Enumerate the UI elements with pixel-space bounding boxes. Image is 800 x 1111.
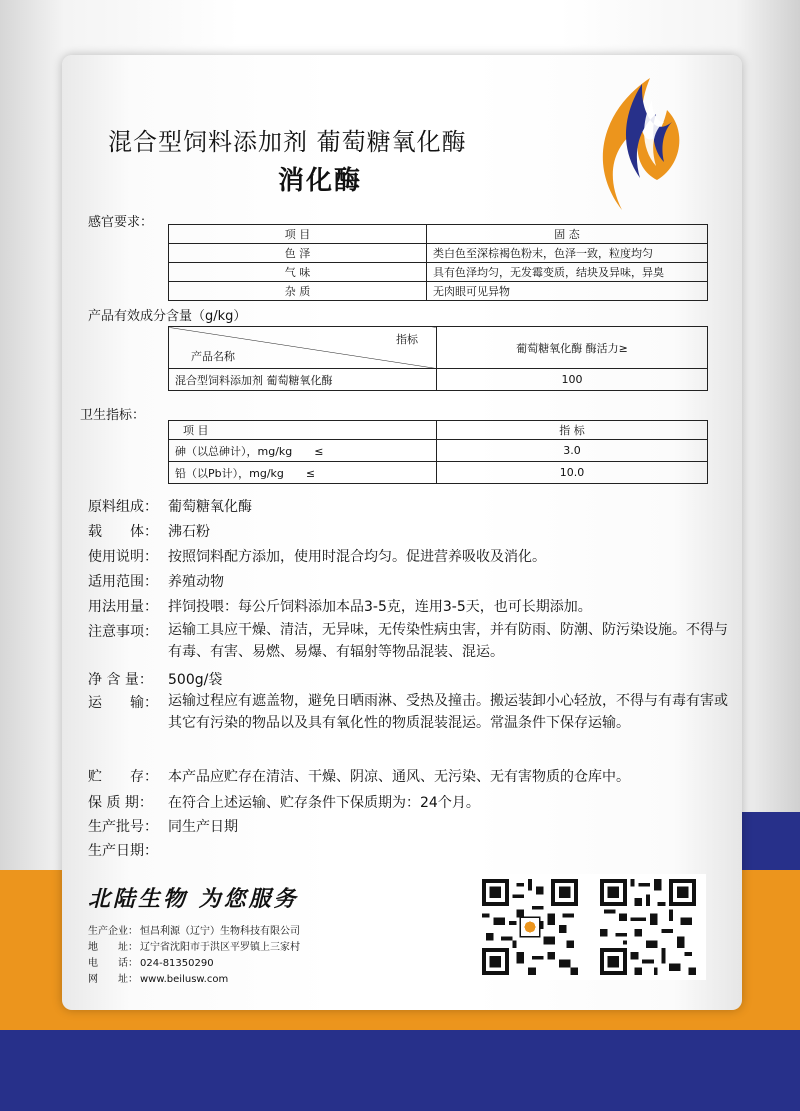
table-row xyxy=(169,282,708,301)
table-cell: 砷（以总砷计），mg/kg ≤ xyxy=(169,440,437,462)
company-value: 恒昌利源（辽宁）生物科技有限公司 xyxy=(140,926,300,937)
shelf-value: 在符合上述运输、贮存条件下保质期为：24个月。 xyxy=(168,795,480,811)
flame-logo-icon xyxy=(582,70,692,220)
table-row xyxy=(169,263,708,282)
scope-value: 养殖动物 xyxy=(168,574,224,590)
sensory-heading: 感官要求： xyxy=(88,215,154,230)
storage-value: 本产品应贮存在清洁、干燥、阴凉、通风、无污染、无有害物质的仓库中。 xyxy=(168,769,630,785)
product-title: 混合型饲料添加剂 葡萄糖氧化酶 xyxy=(108,128,467,156)
content-heading: 产品有效成分含量（g/kg） xyxy=(88,309,247,324)
table-header-cell: 固 态 xyxy=(427,225,708,244)
sensory-table xyxy=(168,224,708,301)
table-row xyxy=(169,462,708,484)
phone-line xyxy=(88,954,214,969)
carrier-line xyxy=(88,521,210,541)
table-cell: 混合型饲料添加剂 葡萄糖氧化酶 xyxy=(169,369,437,391)
batch-line xyxy=(88,816,238,836)
phone-label: 电 话： xyxy=(88,958,138,969)
table-cell: 类白色至深棕褐色粉末，色泽一致，粒度均匀 xyxy=(427,244,708,263)
table-header-cell: 指 标 xyxy=(437,421,708,440)
table-cell: 无肉眼可见异物 xyxy=(427,282,708,301)
table-header-cell: 葡萄糖氧化酶 酶活力≥ xyxy=(437,327,708,369)
table-cell: 杂 质 xyxy=(169,282,427,301)
website-value: www.beilusw.com xyxy=(140,974,229,985)
date-label: 生产日期： xyxy=(88,843,158,859)
navy-accent-block xyxy=(738,812,800,870)
table-row xyxy=(169,244,708,263)
composition-label: 原料组成： xyxy=(88,499,158,515)
composition-value: 葡萄糖氧化酶 xyxy=(168,499,252,515)
scope-line xyxy=(88,571,224,591)
notice-value: 运输工具应干燥、清洁，无异味，无传染性病虫害，并有防雨、防潮、防污染设施。不得与有毒、有害、易燃、易爆、有辐射等物品混装、混运。 xyxy=(168,622,728,660)
content-table xyxy=(168,326,708,391)
dosage-label: 用法用量： xyxy=(88,599,158,615)
transport-label: 运 输： xyxy=(88,695,158,711)
notice-label: 注意事项： xyxy=(88,624,158,640)
address-line xyxy=(88,938,300,953)
corner-label-top: 指标 xyxy=(396,333,418,346)
address-label: 地 址： xyxy=(88,942,138,953)
table-row xyxy=(169,421,708,440)
company-line xyxy=(88,922,300,937)
address-value: 辽宁省沈阳市于洪区平罗镇上三家村 xyxy=(140,942,300,953)
qr-code-icon[interactable] xyxy=(600,879,696,975)
usage-line xyxy=(88,546,546,566)
batch-value: 同生产日期 xyxy=(168,819,238,835)
usage-label: 使用说明： xyxy=(88,549,158,565)
carrier-value: 沸石粉 xyxy=(168,524,210,540)
table-cell: 色 泽 xyxy=(169,244,427,263)
storage-label: 贮 存： xyxy=(88,769,158,785)
table-row xyxy=(169,327,708,369)
transport-value: 运输过程应有遮盖物，避免日晒雨淋、受热及撞击。搬运装卸小心轻放，不得与有毒有害或其它有污染的物品以及具有氧化性的物质混装混运。常温条件下保存运输。 xyxy=(168,693,728,731)
composition-line xyxy=(88,496,252,516)
phone-value: 024-81350290 xyxy=(140,958,214,969)
table-cell: 100 xyxy=(437,369,708,391)
shelf-line xyxy=(88,792,480,812)
table-cell: 具有色泽均匀，无发霉变质，结块及异味，异臭 xyxy=(427,263,708,282)
table-row xyxy=(169,369,708,391)
corner-label-bottom: 产品名称 xyxy=(191,350,235,363)
carrier-label: 载 体： xyxy=(88,524,158,540)
transport-block xyxy=(88,690,748,758)
table-cell: 10.0 xyxy=(437,462,708,484)
net-value: 500g/袋 xyxy=(168,672,223,688)
company-label: 生产企业： xyxy=(88,926,138,937)
table-header-cell: 项 目 xyxy=(169,225,427,244)
table-header-cell: 项 目 xyxy=(169,421,437,440)
dosage-line xyxy=(88,596,592,616)
qr-code-icon[interactable] xyxy=(482,879,578,975)
batch-label: 生产批号： xyxy=(88,819,158,835)
slogan: 北陆生物 为您服务 xyxy=(88,887,299,912)
date-line xyxy=(88,840,168,860)
hygiene-table xyxy=(168,420,708,484)
table-row xyxy=(169,225,708,244)
storage-line xyxy=(88,766,630,786)
scope-label: 适用范围： xyxy=(88,574,158,590)
website-label: 网 址： xyxy=(88,974,138,985)
table-row xyxy=(169,440,708,462)
website-line xyxy=(88,970,228,985)
table-cell: 3.0 xyxy=(437,440,708,462)
table-cell: 铅（以Pb计），mg/kg ≤ xyxy=(169,462,437,484)
net-line xyxy=(88,669,222,689)
diagonal-header-cell xyxy=(169,327,437,369)
hygiene-heading: 卫生指标： xyxy=(80,408,146,423)
net-label: 净 含 量： xyxy=(88,672,153,688)
navy-band xyxy=(0,1030,800,1111)
dosage-value: 拌饲投喂：每公斤饲料添加本品3-5克，连用3-5天，也可长期添加。 xyxy=(168,599,592,615)
usage-value: 按照饲料配方添加，使用时混合均匀。促进营养吸收及消化。 xyxy=(168,549,546,565)
table-cell: 气 味 xyxy=(169,263,427,282)
notice-block xyxy=(88,619,748,665)
shelf-label: 保 质 期： xyxy=(88,795,153,811)
product-subtitle: 消化酶 xyxy=(278,166,363,196)
